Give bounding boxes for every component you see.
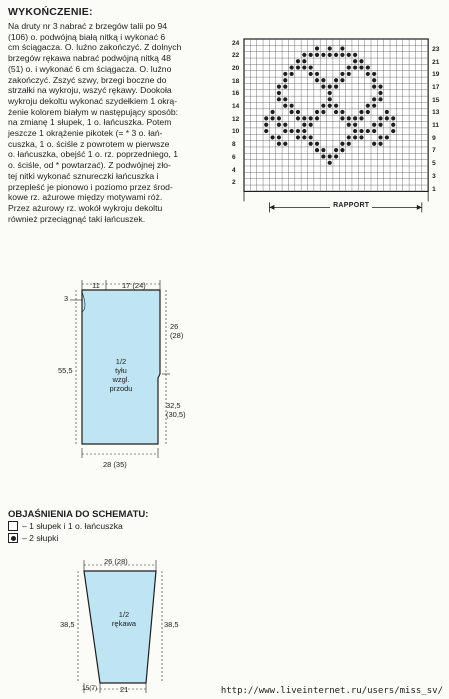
chart-dot <box>340 116 344 120</box>
chart-dot <box>270 135 274 139</box>
legend-text: – 1 słupek i 1 o. łańcuszka <box>22 521 123 531</box>
chart-dot <box>315 148 319 152</box>
chart-dot <box>283 104 287 108</box>
chart-dot <box>340 78 344 82</box>
back-shoulder-dim: 11 <box>92 281 100 290</box>
chart-dot <box>283 85 287 89</box>
finishing-heading: WYKOŃCZENIE: <box>8 6 93 18</box>
instruction-line: strzałki na wykroju, wszyć rękawy. Dookoła <box>8 85 172 96</box>
chart-dot <box>277 97 281 101</box>
chart-dot <box>315 78 319 82</box>
sleeve-left-dim: 38,5 <box>60 620 75 629</box>
chart-dot <box>321 78 325 82</box>
chart-dot <box>340 142 344 146</box>
chart-dot <box>340 53 344 57</box>
instruction-line: kowe rz. ażurowe między motywami róż. <box>8 192 163 203</box>
instruction-line: wykroju dekoltu wykonać szydełkiem 1 okrą- <box>8 95 178 106</box>
row-number-left: 20 <box>232 64 240 72</box>
chart-dot <box>347 142 351 146</box>
chart-dot <box>372 123 376 127</box>
chart-dot <box>290 129 294 133</box>
chart-dot <box>296 135 300 139</box>
chart-dot <box>391 116 395 120</box>
legend-heading: OBJAŚNIENIA DO SCHEMATU: <box>8 509 149 520</box>
chart-dot <box>378 91 382 95</box>
chart-dot <box>372 142 376 146</box>
chart-dot <box>290 110 294 114</box>
chart-dot <box>347 123 351 127</box>
instruction-line: przepleść je pionowo i poziomo przez środ- <box>8 181 173 192</box>
chart-dot <box>270 116 274 120</box>
chart-dot <box>302 135 306 139</box>
chart-dot <box>296 110 300 114</box>
chart-dot <box>296 65 300 69</box>
sleeve-bottom-dim: 21 <box>120 685 129 694</box>
instruction-line: Na druty nr 3 nabrać z brzegów talii po 94 <box>8 21 168 31</box>
chart-dot <box>378 97 382 101</box>
row-number-right: 23 <box>432 45 440 53</box>
chart-dot <box>277 91 281 95</box>
chart-dot <box>359 59 363 63</box>
chart-dot <box>290 65 294 69</box>
chart-dot <box>315 116 319 120</box>
chart-dot <box>366 65 370 69</box>
instruction-line: Przez ażurowy rz. wokół wykroju dekoltu <box>8 202 163 213</box>
chart-dot <box>347 135 351 139</box>
chart-grid <box>228 33 449 273</box>
chart-dot <box>378 85 382 89</box>
row-number-left: 22 <box>232 52 240 60</box>
chart-dot <box>309 53 313 57</box>
chart-dot <box>347 65 351 69</box>
chart-dot <box>296 116 300 120</box>
chart-dot <box>340 148 344 152</box>
chart-dot <box>321 154 325 158</box>
chart-dot <box>302 129 306 133</box>
chart-dot <box>359 135 363 139</box>
chart-dot <box>385 116 389 120</box>
chart-dot <box>372 72 376 76</box>
chart-dot <box>328 46 332 50</box>
row-number-right: 5 <box>432 160 436 168</box>
chart-dot <box>334 104 338 108</box>
legend-text: – 2 słupki <box>22 533 59 543</box>
instruction-line: cuszka, 1 o. ściśle z powrotem w pierwsze <box>8 138 170 149</box>
chart-dot <box>309 65 313 69</box>
chart-dot <box>378 142 382 146</box>
chart-dot <box>264 129 268 133</box>
chart-dot <box>309 72 313 76</box>
chart-dot <box>321 148 325 152</box>
row-number-left: 14 <box>232 103 240 110</box>
chart-dot <box>315 53 319 57</box>
back-total-height-dim: 55,5 <box>58 366 73 375</box>
legend-item-double-stitch <box>8 533 58 543</box>
sleeve-top-dim: 26 (28) <box>104 557 128 566</box>
chart-dot <box>302 123 306 127</box>
back-side-dim: 32,5 (30,5) <box>166 401 186 419</box>
chart-dot <box>321 104 325 108</box>
instruction-line: jeszcze 1 okrążenie pikotek (= * 3 o. łań- <box>8 128 163 139</box>
chart-dot <box>277 123 281 127</box>
chart-dot <box>347 53 351 57</box>
chart-dot <box>378 135 382 139</box>
chart-dot <box>315 46 319 50</box>
chart-dot <box>347 72 351 76</box>
source-url[interactable]: http://www.liveinternet.ru/users/miss_sv/ <box>220 686 443 696</box>
row-number-right: 11 <box>432 122 440 130</box>
chart-dot <box>353 59 357 63</box>
instruction-line: (51) o. i wykonać 6 cm ściągacza. O. luźno <box>8 63 172 74</box>
instruction-line: brzegów rękawa nabrać podwójną nitką 48 <box>8 53 171 64</box>
chart-dot <box>264 116 268 120</box>
chart-dot <box>315 110 319 114</box>
row-number-right: 15 <box>432 96 440 104</box>
chart-dot <box>391 123 395 127</box>
row-number-left: 12 <box>232 115 240 123</box>
back-piece-label: 1/2 tyłu wzgl. przodu <box>109 357 133 393</box>
chart-dot <box>385 135 389 139</box>
instruction-line: żenie kolorem białym w następujący sposób: <box>8 106 179 117</box>
row-number-left: 10 <box>232 128 240 136</box>
chart-dot <box>309 142 313 146</box>
row-number-right: 19 <box>432 71 440 79</box>
chart-dot <box>353 116 357 120</box>
chart-dot <box>372 129 376 133</box>
chart-dot <box>321 110 325 114</box>
chart-dot <box>366 104 370 108</box>
chart-dot <box>340 110 344 114</box>
legend-item-chain <box>8 521 123 531</box>
chart-dot <box>378 123 382 127</box>
row-number-right: 21 <box>432 58 440 66</box>
row-number-right: 7 <box>432 147 436 155</box>
chart-dot <box>277 135 281 139</box>
chart-dot <box>328 91 332 95</box>
chart-dot <box>340 46 344 50</box>
chart-dot <box>334 148 338 152</box>
chart-dot <box>334 110 338 114</box>
instruction-line: tej nitki wykonać sznureczki łańcuszka i <box>8 170 159 181</box>
rapport-label: RAPPORT <box>330 202 372 209</box>
chart-dot <box>302 65 306 69</box>
chart-dot <box>334 53 338 57</box>
chart-dot <box>277 116 281 120</box>
instruction-line: cm ściągacza. O. luźno zakończyć. Z dolnych <box>8 42 182 53</box>
chart-dot <box>302 53 306 57</box>
chart-dot <box>309 116 313 120</box>
row-number-right: 13 <box>432 109 440 117</box>
chart-dot <box>366 129 370 133</box>
chart-dot <box>321 53 325 57</box>
row-number-left: 24 <box>232 39 240 47</box>
chart-dot <box>290 72 294 76</box>
chart-dot <box>296 59 300 63</box>
instruction-line: zakończyć. Zszyć szwy, brzegi boczne do <box>8 74 167 85</box>
row-number-left: 18 <box>232 77 240 85</box>
back-neck-width-dim: 17 (24) <box>122 281 146 290</box>
chart-dot <box>315 72 319 76</box>
chart-dot <box>328 104 332 108</box>
row-number-left: 16 <box>232 90 240 98</box>
chart-dot <box>353 123 357 127</box>
chart-dot <box>353 129 357 133</box>
instruction-line: o. ściśle, od * powtarzać). Z podwójnej zło- <box>8 160 171 171</box>
chart-dot <box>334 78 338 82</box>
row-number-left: 2 <box>232 179 236 187</box>
chart-dot <box>334 85 338 89</box>
instruction-line: o. łańcuszka, obejść 1 o. rz. poprzedniego, 1 <box>8 149 179 160</box>
row-number-left: 6 <box>232 153 236 161</box>
row-number-right: 3 <box>432 172 436 180</box>
instruction-line: (106) o. podwójną białą nitką i wykonać 6 <box>8 31 166 42</box>
instruction-line: również przeciągnąć taki łańcuszek. <box>8 213 146 224</box>
chart-dot <box>309 135 313 139</box>
chart-dot <box>283 123 287 127</box>
back-width-dim: 28 (35) <box>103 460 127 469</box>
chart-dot <box>372 104 376 108</box>
chart-dot <box>334 154 338 158</box>
chart-dot <box>366 110 370 114</box>
sleeve-piece-label: 1/2 rękawa <box>111 610 137 628</box>
chart-dot <box>283 78 287 82</box>
chart-dot <box>359 129 363 133</box>
chart-dot <box>283 97 287 101</box>
chart-dot <box>378 116 382 120</box>
chart-dot <box>277 142 281 146</box>
chart-dot <box>359 110 363 114</box>
chart-dot <box>391 129 395 133</box>
chart-dot <box>385 110 389 114</box>
chart-dot <box>372 78 376 82</box>
finishing-instructions <box>8 21 220 224</box>
chart-dot <box>359 65 363 69</box>
chart-dot <box>328 161 332 165</box>
chart-dot <box>270 110 274 114</box>
arrow-head-icon <box>269 205 274 210</box>
instruction-line: na zmianę 1 słupek, 1 o. łańcuszka. Potem <box>8 117 172 128</box>
row-number-right: 1 <box>432 185 436 193</box>
chart-dot <box>296 129 300 133</box>
chart-dot <box>277 85 281 89</box>
sleeve-right-dim: 38,5 <box>164 620 179 629</box>
row-number-left: 8 <box>232 141 236 149</box>
arrow-head-icon <box>417 205 422 210</box>
row-number-right: 9 <box>432 134 436 142</box>
chart-dot <box>372 85 376 89</box>
chart-dot <box>309 123 313 127</box>
rose-motif-chart <box>228 33 449 273</box>
chart-dot <box>328 97 332 101</box>
back-neck-depth-dim: 3 <box>64 294 69 303</box>
chart-dot <box>347 116 351 120</box>
back-front-schematic <box>0 278 200 478</box>
back-armhole-dim: 26 (28) <box>170 322 184 340</box>
chart-dot <box>315 142 319 146</box>
chart-dot <box>302 116 306 120</box>
empty-box-icon <box>8 521 18 531</box>
chart-dot <box>353 135 357 139</box>
chart-dot <box>353 53 357 57</box>
chart-dot <box>302 59 306 63</box>
chart-dot <box>372 97 376 101</box>
chart-dot <box>290 104 294 108</box>
chart-dot <box>366 72 370 76</box>
row-number-right: 17 <box>432 83 440 91</box>
chart-dot <box>328 154 332 158</box>
sleeve-bottom-left-dim: 15(7) <box>82 685 98 692</box>
chart-dot <box>321 85 325 89</box>
row-number-left: 4 <box>232 166 236 174</box>
chart-dot <box>353 65 357 69</box>
chart-dot <box>283 72 287 76</box>
chart-dot <box>283 129 287 133</box>
chart-dot <box>264 123 268 127</box>
chart-dot <box>283 142 287 146</box>
dot-box-icon <box>8 533 18 543</box>
chart-dot <box>328 53 332 57</box>
chart-dot <box>328 85 332 89</box>
chart-dot <box>340 72 344 76</box>
chart-dot <box>359 116 363 120</box>
